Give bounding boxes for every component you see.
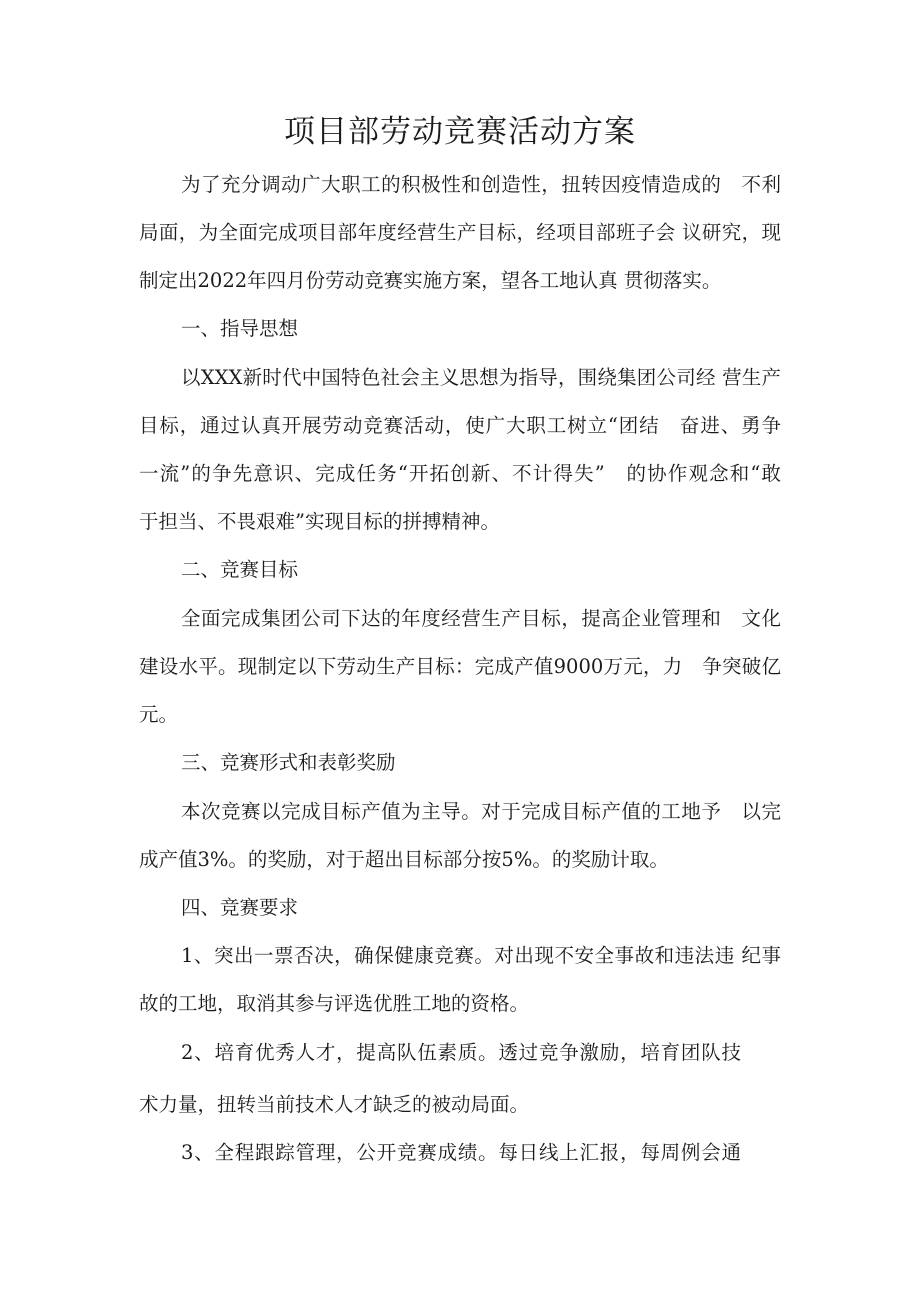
paragraph-line: 术力量，扭转当前技术人才缺乏的被动局面。 — [139, 1093, 530, 1116]
section-heading: 三、竞赛形式和表彰奖励 — [181, 751, 396, 774]
paragraph-line: 一流”的争先意识、完成任务“开拓创新、不计得失” 的协作观念和“敢 — [139, 462, 781, 485]
section-heading: 二、竞赛目标 — [181, 558, 299, 581]
paragraph-line: 为了充分调动广大职工的积极性和创造性，扭转因疫情造成的 不利 — [181, 173, 781, 196]
paragraph-line: 目标，通过认真开展劳动竞赛活动，使广大职工树立“团结 奋进、勇争 — [139, 414, 781, 437]
paragraph-line: 全面完成集团公司下达的年度经营生产目标，提高企业管理和 文化 — [181, 607, 781, 630]
paragraph-line: 元。 — [139, 703, 179, 726]
paragraph-line: 于担当、不畏艰难”实现目标的拼搏精神。 — [139, 510, 500, 533]
paragraph-line: 2、培育优秀人才，提高队伍素质。透过竞争激励，培育团队技 — [181, 1041, 741, 1064]
paragraph-line: 1、突出一票否决，确保健康竞赛。对出现不安全事故和违法违 纪事 — [181, 944, 781, 967]
paragraph-line: 本次竞赛以完成目标产值为主导。对于完成目标产值的工地予 以完 — [181, 800, 781, 823]
section-heading: 四、竞赛要求 — [181, 896, 299, 919]
paragraph-line: 3、全程跟踪管理，公开竞赛成绩。每日线上汇报，每周例会通 — [181, 1141, 741, 1164]
paragraph-line: 故的工地，取消其参与评选优胜工地的资格。 — [139, 992, 530, 1015]
paragraph-line: 以XXX新时代中国特色社会主义思想为指导，围绕集团公司经 营生产 — [181, 366, 781, 389]
paragraph-line: 制定出2022年四月份劳动竞赛实施方案，望各工地认真 贯彻落实。 — [139, 269, 722, 292]
paragraph-line: 局面，为全面完成项目部年度经营生产目标，经项目部班子会 议研究，现 — [139, 221, 781, 244]
paragraph-line: 成产值3%。的奖励，对于超出目标部分按5%。的奖励计取。 — [139, 848, 669, 871]
document-title: 项目部劳动竞赛活动方案 — [284, 114, 636, 150]
section-heading: 一、指导思想 — [181, 317, 299, 340]
paragraph-line: 建设水平。现制定以下劳动生产目标：完成产值9000万元，力 争突破亿 — [139, 655, 781, 678]
